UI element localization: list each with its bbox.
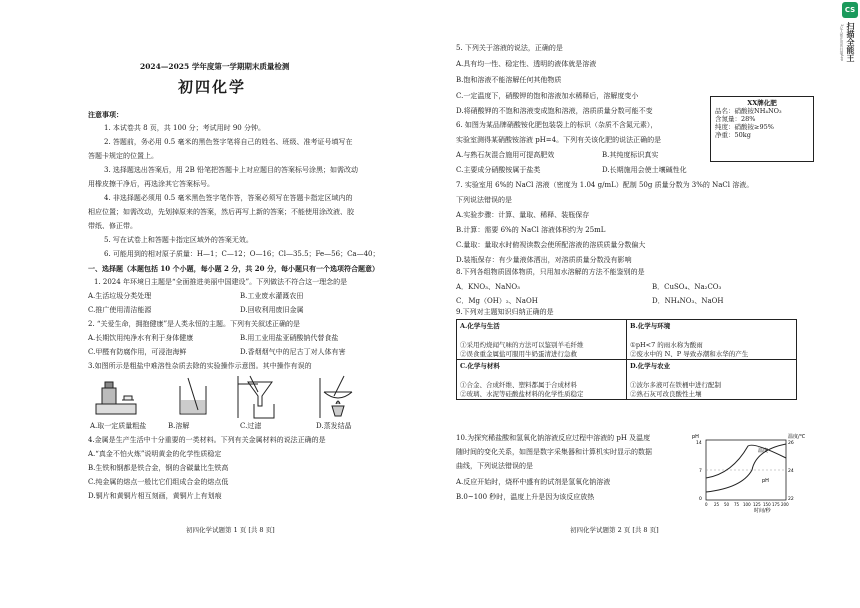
q1-option-b: B.工业废水灌溉农田 xyxy=(240,292,304,300)
q9-cell-line: ①采用灼烧闻气味的方法可以鉴别羊毛纤维 xyxy=(460,341,584,349)
q3-stem: 3.如图所示是粗盐中难溶性杂质去除的实验操作示意图。其中操作有误的 xyxy=(88,362,312,370)
q1-option-c: C.推广使用清洁能源 xyxy=(88,306,152,314)
q5-option-d: D.将硝酸钾的不饱和溶液变成饱和溶液，溶质质量分数可能不变 xyxy=(456,107,653,115)
q2-option-a: A.长期饮用纯净水有利于身体健康 xyxy=(88,334,194,342)
x-tick: 150 xyxy=(763,502,771,507)
x-tick: 25 xyxy=(714,502,720,507)
fertilizer-label-net-weight: 净重：50kg xyxy=(715,131,751,139)
q2-option-d: D.香烟烟气中的尼古丁对人体有害 xyxy=(240,348,346,356)
x-tick: 175 xyxy=(772,502,780,507)
exam-title: 2024—2025 学年度第一学期期末质量检测 xyxy=(140,62,290,71)
q3-option-d: D.蒸发结晶 xyxy=(316,422,352,430)
y-left-tick: 7 xyxy=(699,469,702,474)
q7-stem: 7. 实验室用 6%的 NaCl 溶液（密度为 1.04 g/mL）配制 50g 质量分数为 3%的 NaCl 溶液。 xyxy=(456,181,754,189)
y-left-label: pH xyxy=(692,434,699,440)
q9-table xyxy=(456,319,797,400)
q9-cell-b xyxy=(627,320,797,360)
q7-option-a: A.实验步骤：计算、量取、稀释、装瓶保存 xyxy=(456,211,590,219)
beaker-icon xyxy=(180,378,206,414)
fertilizer-label-title: XX牌化肥 xyxy=(747,99,777,107)
q9-cell-title: C.化学与材料 xyxy=(460,362,500,370)
q6-option-d: D.长期施用会使土壤碱性化 xyxy=(602,166,687,174)
q9-cell-title: A.化学与生活 xyxy=(460,322,500,330)
notice-line: 1. 本试卷共 8 页，共 100 分；考试用时 90 分钟。 xyxy=(104,124,265,132)
ph-temperature-graph xyxy=(692,430,806,514)
q6-stem: 6. 如图为某品牌硝酸铵化肥包装袋上的标识（杂质不含氮元素）， xyxy=(456,121,658,129)
q7-stem-cont: 下列说法错误的是 xyxy=(456,196,512,204)
x-tick: 75 xyxy=(734,502,740,507)
x-tick: 125 xyxy=(753,502,761,507)
q5-option-c: C.一定温度下，硝酸钾的饱和溶液加水稀释后，溶解度变小 xyxy=(456,92,639,100)
q9-cell-line: ②废水中的 N、P 导致赤潮和水华的产生 xyxy=(630,350,749,358)
q6-option-c: C.主要成分硝酸铵属于盐类 xyxy=(456,166,541,174)
camscanner-watermark xyxy=(838,2,858,98)
q4-stem: 4.金属是生产生活中十分重要的一类材料。下列有关金属材料的说法正确的是 xyxy=(88,436,326,444)
q9-cell-d xyxy=(627,360,797,400)
notice-line: 5. 写在试卷上和答题卡指定区域外的答案无效。 xyxy=(104,236,253,244)
section-heading: 一、选择题（本题包括 10 个小题，每小题 2 分，共 20 分，每小题只有一个选项符合题意） xyxy=(88,264,379,273)
funnel-icon xyxy=(238,376,274,418)
camscanner-logo-icon: CS xyxy=(842,2,858,18)
q6-option-a: A.与熟石灰混合施用可提高肥效 xyxy=(456,151,555,159)
y-left-tick: 0 xyxy=(699,497,702,502)
fertilizer-label-name: 品名：硝酸铵NH₄NO₃ xyxy=(715,107,782,115)
q9-cell-title: B.化学与环境 xyxy=(630,322,671,330)
q4-option-c: C.纯金属的熔点一般比它们组成合金的熔点低 xyxy=(88,478,229,486)
q6-option-b: B.其纯度标识真实 xyxy=(602,151,659,159)
q9-cell-line: ②玻璃、水泥等硅酸盐材料的化学性质稳定 xyxy=(460,390,584,398)
y-right-tick: 26 xyxy=(788,441,794,446)
q3-option-c: C.过滤 xyxy=(240,422,262,430)
q8-option-c: C．Mg（OH）₂、NaOH xyxy=(456,297,538,305)
q9-cell-line: ②误食重金属盐可服用牛奶蛋清进行急救 xyxy=(460,350,577,358)
q10-option-a: A.反应开始时，烧杯中盛有的试剂是氢氧化钠溶液 xyxy=(456,478,611,486)
q9-cell-line: ①合金、合成纤维、塑料都属于合成材料 xyxy=(460,381,577,389)
q10-stem-cont: 随时间的变化关系，如图是数字采集器和计算机实时显示的数据 xyxy=(456,448,652,456)
q9-stem: 9.下列对主题知识归纳正确的是 xyxy=(456,308,554,316)
q4-option-d: D.铜片和黄铜片相互刻画，黄铜片上有划痕 xyxy=(88,492,222,500)
q8-option-d: D．NH₄NO₃、NaOH xyxy=(652,297,724,305)
q3-apparatus-figure xyxy=(88,374,388,422)
fertilizer-label-n-content: 含氮量：28% xyxy=(715,115,756,123)
q7-option-d: D.装瓶保存：有少量液体洒出，对溶质质量分数没有影响 xyxy=(456,256,632,264)
q5-option-a: A.具有均一性、稳定性、透明的液体就是溶液 xyxy=(456,60,597,68)
q9-cell-line: ②熟石灰可改良酸性土壤 xyxy=(630,390,702,398)
q10-stem: 10.为探究稀盐酸和氢氧化钠溶液反应过程中溶液的 pH 及温度 xyxy=(456,434,651,442)
q9-cell-title: D.化学与农业 xyxy=(630,362,671,370)
watermark-slogan: 3亿人都在用的扫描App xyxy=(840,24,844,62)
notice-line: 2. 答题前，务必用 0.5 毫米的黑色签字笔将自己的姓名、班级、准考证号填写在 xyxy=(104,138,353,146)
ph-curve-label: pH xyxy=(762,478,769,484)
balance-icon xyxy=(96,382,136,414)
x-tick: 50 xyxy=(724,502,730,507)
notice-line: 4. 非选择题必须用 0.5 毫米黑色签字笔作答，答案必须写在答题卡指定区域内的 xyxy=(104,194,353,202)
q10-stem-cont: 曲线，下列说法错误的是 xyxy=(456,462,533,470)
q3-option-b: B.溶解 xyxy=(168,422,190,430)
q1-stem: 1. 2024 年环境日主题是“全面推进美丽中国建设”。下列做法不符合这一理念的是 xyxy=(94,278,348,286)
page-footer: 初四化学试题第 2 页 [共 8 页] xyxy=(570,526,659,534)
q5-stem: 5. 下列关于溶液的说法，正确的是 xyxy=(456,44,563,52)
temp-curve-label: 温度 xyxy=(758,448,769,454)
notice-heading: 注意事项： xyxy=(88,110,123,119)
q4-option-a: A.“真金不怕火炼”说明黄金的化学性质稳定 xyxy=(88,450,222,458)
notice-line: 相应位置；如需改动，先划掉原来的答案，然后再写上新的答案；不能使用涂改液、胶 xyxy=(88,208,354,216)
q9-cell-line: ①pH<7 的雨水称为酸雨 xyxy=(630,341,703,349)
q1-option-d: D.回收利用废旧金属 xyxy=(240,306,304,314)
notice-line: 带纸、修正带。 xyxy=(88,222,137,230)
q9-cell-c xyxy=(457,360,627,400)
q8-option-b: B．CuSO₄、Na₂CO₃ xyxy=(652,283,722,291)
fertilizer-label-purity: 纯度：硝酸铵≥95% xyxy=(715,123,774,131)
x-tick: 200 xyxy=(781,502,789,507)
q9-cell-line: ①波尔多液可在铁桶中进行配制 xyxy=(630,381,721,389)
q5-option-b: B.饱和溶液不能溶解任何其他物质 xyxy=(456,76,562,84)
y-right-tick: 24 xyxy=(788,469,794,474)
q2-stem: 2. “关爱生命，拥抱健康”是人类永恒的主题。下列有关叙述正确的是 xyxy=(88,320,301,328)
notice-line: 3. 选择题选出答案后，用 2B 铅笔把答题卡上对应题目的答案标号涂黑；如需改动 xyxy=(104,166,358,174)
x-tick: 0 xyxy=(705,502,708,507)
subject-title: 初四化学 xyxy=(178,78,247,96)
q9-cell-a xyxy=(457,320,627,360)
evaporating-dish-icon xyxy=(320,376,352,418)
q7-option-c: C.量取：量取水时俯视读数会使所配溶液的溶质质量分数偏大 xyxy=(456,241,646,249)
y-left-tick: 14 xyxy=(696,441,702,446)
fertilizer-label xyxy=(710,96,814,162)
notice-line: 答题卡规定的位置上。 xyxy=(88,152,158,160)
q1-option-a: A.生活垃圾分类处理 xyxy=(88,292,152,300)
q7-option-b: B.计算：需要 6%的 NaCl 溶液体积约为 25mL xyxy=(456,226,606,234)
x-tick: 100 xyxy=(743,502,751,507)
watermark-brand: 扫描全能王 xyxy=(846,22,855,62)
notice-line: 6. 可能用到的相对原子质量：H—1；C—12；O—16；Cl—35.5；Fe—56；Ca—40； xyxy=(104,250,380,258)
q8-option-a: A．KNO₃、NaNO₃ xyxy=(456,283,520,291)
y-right-label: 温度/℃ xyxy=(788,434,806,440)
q6-stem-cont: 实验室测得某硝酸铵溶液 pH=4。下列有关该化肥的说法正确的是 xyxy=(456,136,662,144)
q2-option-b: B.用工业用盐亚硝酸钠代替食盐 xyxy=(240,334,339,342)
x-label: 时间/秒 xyxy=(754,508,771,514)
notice-line: 用橡皮擦干净后，再选涂其它答案标号。 xyxy=(88,180,214,188)
q8-stem: 8.下列各组物质固体物质，只用加水溶解的方法不能鉴别的是 xyxy=(456,268,645,276)
q2-option-c: C.甲醛有防腐作用，可浸泡海鲜 xyxy=(88,348,187,356)
q4-option-b: B.生铁和钢都是铁合金，钢的含碳量比生铁高 xyxy=(88,464,229,472)
q10-option-b: B.0~100 秒时，温度上升是因为该反应放热 xyxy=(456,493,595,501)
exam-page-2 xyxy=(430,0,860,608)
q3-option-a: A.取一定质量粗盐 xyxy=(90,422,147,430)
y-right-tick: 22 xyxy=(788,497,794,502)
page-footer: 初四化学试题第 1 页 [共 8 页] xyxy=(186,526,275,534)
